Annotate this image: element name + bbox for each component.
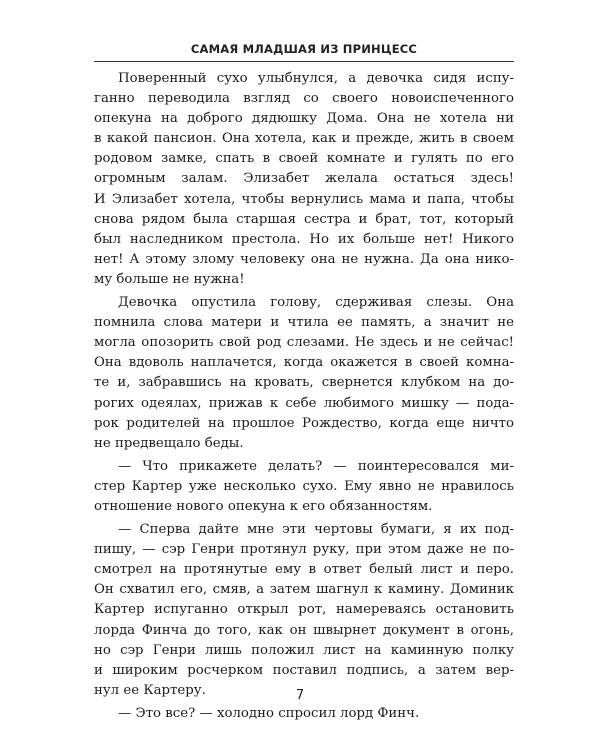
text-line: помнила слова матери и чтила ее память, а значит не [94, 315, 514, 331]
text-line: рок родителей на прошлое Рождество, когда еще ничто [94, 415, 514, 431]
text-line: Поверенный сухо улыбнулся, а девочка сидя испу- [118, 71, 514, 86]
text-line: нет! А этому злому человеку она не нужна. Да она нико- [94, 251, 514, 267]
text-line: смотрел на протянутые ему в ответ белый лист и перо. [94, 562, 514, 578]
text-line: огромным залам. Элизабет желала остаться здесь! [94, 171, 514, 187]
paragraph-5 [94, 704, 514, 724]
header-rule [94, 61, 514, 62]
text-line: ганно переводила взгляд со своего новоиспеченного [94, 91, 514, 107]
text-line: могла опозорить свой род слезами. Не здесь и не сейчас! [94, 335, 514, 351]
paragraph-1 [94, 69, 514, 290]
text-line: родовом замке, спать в своей комнате и гулять по его [94, 151, 514, 167]
text-line: пишу, — сэр Генри протянул руку, при этом даже не по- [94, 542, 514, 558]
text-line: был наследником престола. Но их больше нет! Никого [94, 231, 514, 247]
text-line: те и, забравшись на кровать, свернется клубком на до- [94, 375, 514, 391]
text-line: опекуна на доброго дядюшку Дома. Она не хотела ни [94, 111, 514, 127]
text-line: Он схватил его, смяв, а затем шагнул к камину. Доминик [94, 582, 514, 598]
text-line: Картер испуганно открыл рот, намереваясь остановить [94, 602, 514, 618]
text-line: стер Картер уже несколько сухо. Ему явно не нравилось [94, 478, 514, 494]
paragraph-4 [94, 520, 514, 701]
text-line: снова рядом была старшая сестра и брат, тот, который [94, 211, 514, 227]
text-line: рогих одеялах, прижав к себе любимого мишку — пода- [94, 395, 514, 411]
text-line: — Сперва дайте мне эти чертовы бумаги, я их под- [118, 522, 514, 538]
text-line: И Элизабет хотела, чтобы вернулись мама и папа, чтобы [94, 191, 514, 207]
paragraph-2 [94, 293, 514, 454]
paragraph-3 [94, 457, 514, 517]
text-line: му больше не нужна! [94, 271, 245, 287]
text-line: не предвещало беды. [94, 435, 244, 451]
text-line: Девочка опустила голову, сдерживая слезы. Она [118, 295, 514, 311]
text-line: Она вдоволь наплачется, когда окажется в своей комна- [94, 355, 514, 371]
text-line: и широким росчерком поставил подпись, а затем вер- [94, 662, 514, 678]
text-line: нул ее Картеру. [94, 682, 206, 698]
text-line: но сэр Генри лишь положил лист на каминную полку [94, 642, 514, 658]
text-line: в какой пансион. Она хотела, как и прежде, жить в своем [94, 131, 514, 147]
body-text [94, 69, 514, 727]
text-line: — Это все? — холодно спросил лорд Финч. [118, 705, 420, 721]
text-line: лорда Финча до того, как он швырнет документ в огонь, [94, 622, 514, 638]
text-line: — Что прикажете делать? — поинтересовался ми- [118, 458, 514, 474]
running-header: САМАЯ МЛАДШАЯ ИЗ ПРИНЦЕСС [190, 42, 418, 56]
page-number: 7 [295, 688, 305, 703]
text-line: отношение нового опекуна к его обязанностям. [94, 498, 433, 514]
